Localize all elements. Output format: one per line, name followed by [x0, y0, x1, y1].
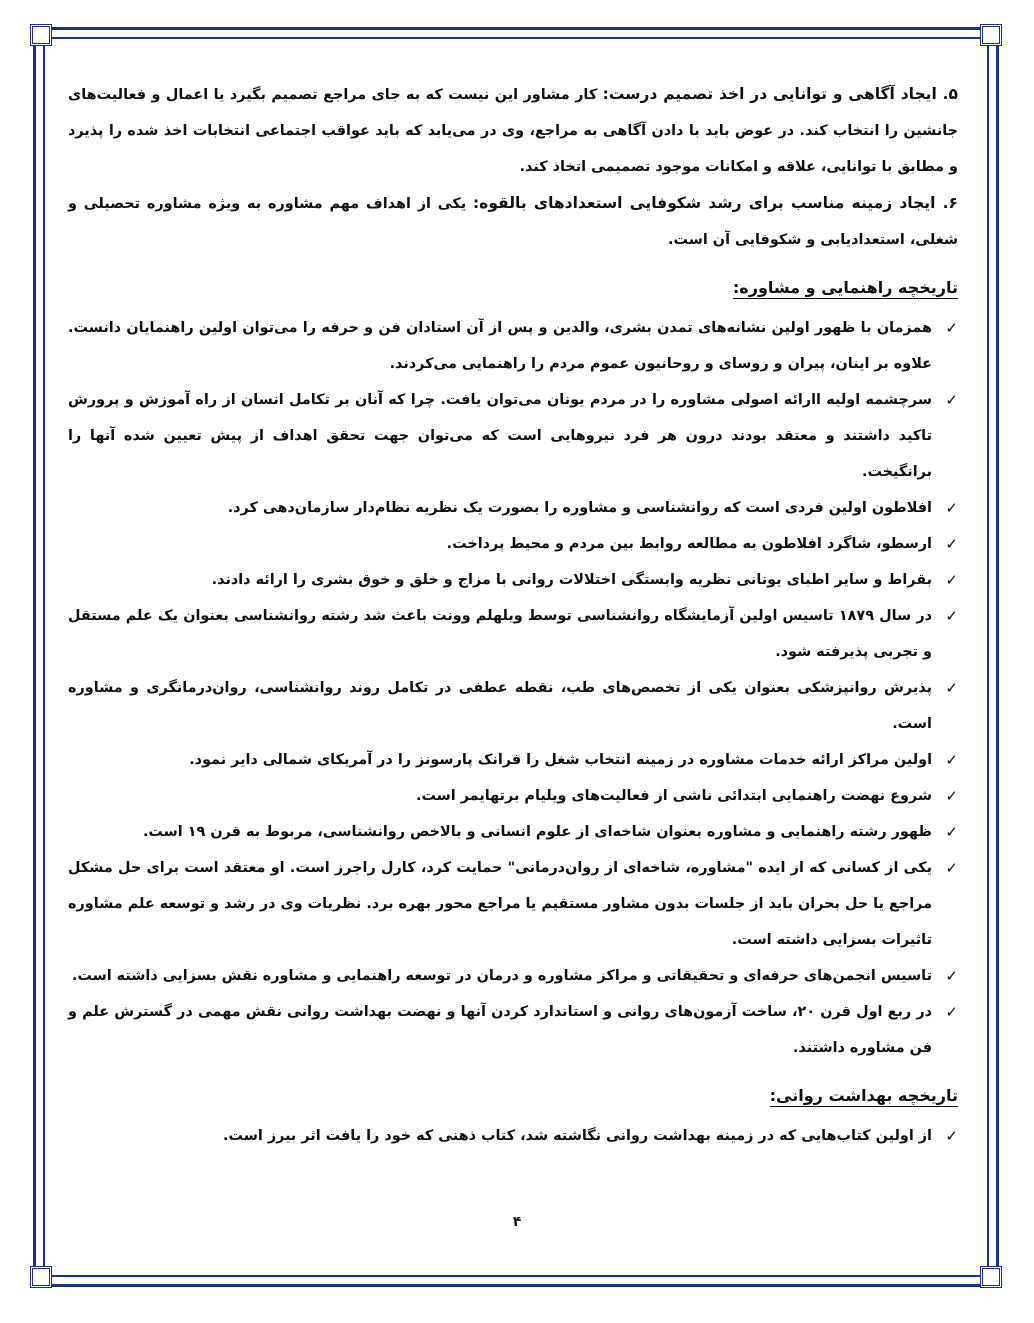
list-item: ✓ شروع نهضت راهنمایی ابتدائی ناشی از فعالیت‌های ویلیام برتهایمر است. [68, 778, 958, 814]
checkmark-icon: ✓ [945, 823, 958, 841]
list-item: ✓ در سال ۱۸۷۹ تاسیس اولین آزمایشگاه روانشناسی توسط ویلهلم وونت باعث شد رشته روانشناسی بعنوان یک علم مستقل و تجربی پذیرفته شود. [68, 598, 958, 670]
list-item: ✓ ظهور رشته راهنمایی و مشاوره بعنوان شاخه‌ای از علوم انسانی و بالاخص روانشناسی، مربوط به قرن ۱۹ است. [68, 814, 958, 850]
corner-ornament-bottom-left [30, 1266, 52, 1288]
checkmark-icon: ✓ [945, 967, 958, 985]
page-content [68, 76, 958, 1154]
list-item: ✓ پذیرش روانپزشکی بعنوان یکی از تخصص‌های طب، نقطه عطفی در تکامل روند روانشناسی، روان‌درمانگری و مشاوره است. [68, 670, 958, 742]
paragraph-text: یکی از اهداف مهم مشاوره به ویژه مشاوره تحصیلی و شغلی، استعدادیابی و شکوفایی آن است. [68, 196, 958, 248]
checkmark-icon: ✓ [945, 535, 958, 553]
list-item: ✓ از اولین کتاب‌هایی که در زمینه بهداشت روانی نگاشته شد، کتاب ذهنی که خود را یافت اثر بیرز است. [68, 1118, 958, 1154]
checkmark-icon: ✓ [945, 571, 958, 589]
checkmark-icon: ✓ [945, 787, 958, 805]
list-item: ✓ تاسیس انجمن‌های حرفه‌ای و تحقیقاتی و مراکز مشاوره و درمان در توسعه راهنمایی و مشاوره نقش بسزایی داشته است. [68, 958, 958, 994]
list-item: ✓ ارسطو، شاگرد افلاطون به مطالعه روابط بین مردم و محیط پرداخت. [68, 526, 958, 562]
checkmark-icon: ✓ [945, 499, 958, 517]
checkmark-icon: ✓ [945, 1127, 958, 1145]
list-item: ✓ یکی از کسانی که از ایده "مشاوره، شاخه‌ای از روان‌درمانی" حمایت کرد، کارل راجرز است. او معتقد است برای حل مشکل مراجع یا حل بحران باید از جلسات بدون مشاور مستقیم یا مراجع محور بهره برد. نظریات وی در رشد و توسعه علم مشاوره تاثیرات بسزایی داشته است. [68, 850, 958, 958]
checkmark-icon: ✓ [945, 607, 958, 625]
checkmark-icon: ✓ [945, 1003, 958, 1021]
paragraph-text: کار مشاور این نیست که به جای مراجع تصمیم بگیرد یا اعمال و فعالیت‌های جانشین را انتخاب کند. در عوض باید با دادن آگاهی به مراجع، وی در می‌یابد که باید عواقب اجتماعی انتخابات اخذ شده را پذیرد و مطابق با توانایی، علاقه و امکانات موجود تصمیمی اتخاذ کند. [68, 87, 958, 175]
checkmark-icon: ✓ [945, 391, 958, 409]
page-number: ۴ [512, 1214, 522, 1230]
list-item: ✓ بقراط و سایر اطبای یونانی نظریه وابستگی اختلالات روانی با مزاج و خلق و خوق بشری را ارائه دادند. [68, 562, 958, 598]
paragraph-talent-growth [68, 185, 958, 258]
checkmark-icon: ✓ [945, 751, 958, 769]
counseling-history-list [68, 310, 958, 1066]
section-title-counseling-history: تاریخچه راهنمایی و مشاوره: [732, 278, 958, 297]
paragraph-heading: ۵. ایجاد آگاهی و توانایی در اخذ تصمیم درست: [602, 85, 958, 103]
checkmark-icon: ✓ [945, 679, 958, 697]
checkmark-icon: ✓ [945, 319, 958, 337]
paragraph-heading: ۶. ایجاد زمینه مناسب برای رشد شکوفایی استعدادهای بالقوه: [472, 194, 958, 212]
list-item: ✓ افلاطون اولین فردی است که روانشناسی و مشاوره را بصورت یک نظریه نظام‌دار سازمان‌دهی کرد. [68, 490, 958, 526]
corner-ornament-top-left [30, 24, 52, 46]
checkmark-icon: ✓ [945, 859, 958, 877]
corner-ornament-bottom-right [980, 1266, 1002, 1288]
list-item: ✓ سرچشمه اولیه اارائه اصولی مشاوره را در مردم یونان می‌توان یافت. چرا که آنان بر تکامل انسان از راه آموزش و پرورش تاکید داشتند و معتقد بودند درون هر فرد نیروهایی است که می‌توان جهت تحقق اهداف از پیش تعیین شده آنها را برانگیخت. [68, 382, 958, 490]
list-item: ✓ در ربع اول قرن ۲۰، ساخت آزمون‌های روانی و استاندارد کردن آنها و نهضت بهداشت روانی نقش مهمی در گسترش علم و فن مشاوره داشتند. [68, 994, 958, 1066]
mental-health-history-list [68, 1118, 958, 1154]
section-title-mental-health-history: تاریخچه بهداشت روانی: [769, 1086, 958, 1105]
list-item: ✓ همزمان با ظهور اولین نشانه‌های تمدن بشری، والدین و پس از آن استادان فن و حرفه را می‌توان اولین راهنمایان دانست. علاوه بر اینان، پیران و روسای و روحانیون عموم مردم را راهنمایی می‌کردند. [68, 310, 958, 382]
list-item: ✓ اولین مراکز ارائه خدمات مشاوره در زمینه انتخاب شغل را فرانک پارسونز را در آمریکای شمالی دایر نمود. [68, 742, 958, 778]
paragraph-decision-making [68, 76, 958, 185]
corner-ornament-top-right [980, 24, 1002, 46]
